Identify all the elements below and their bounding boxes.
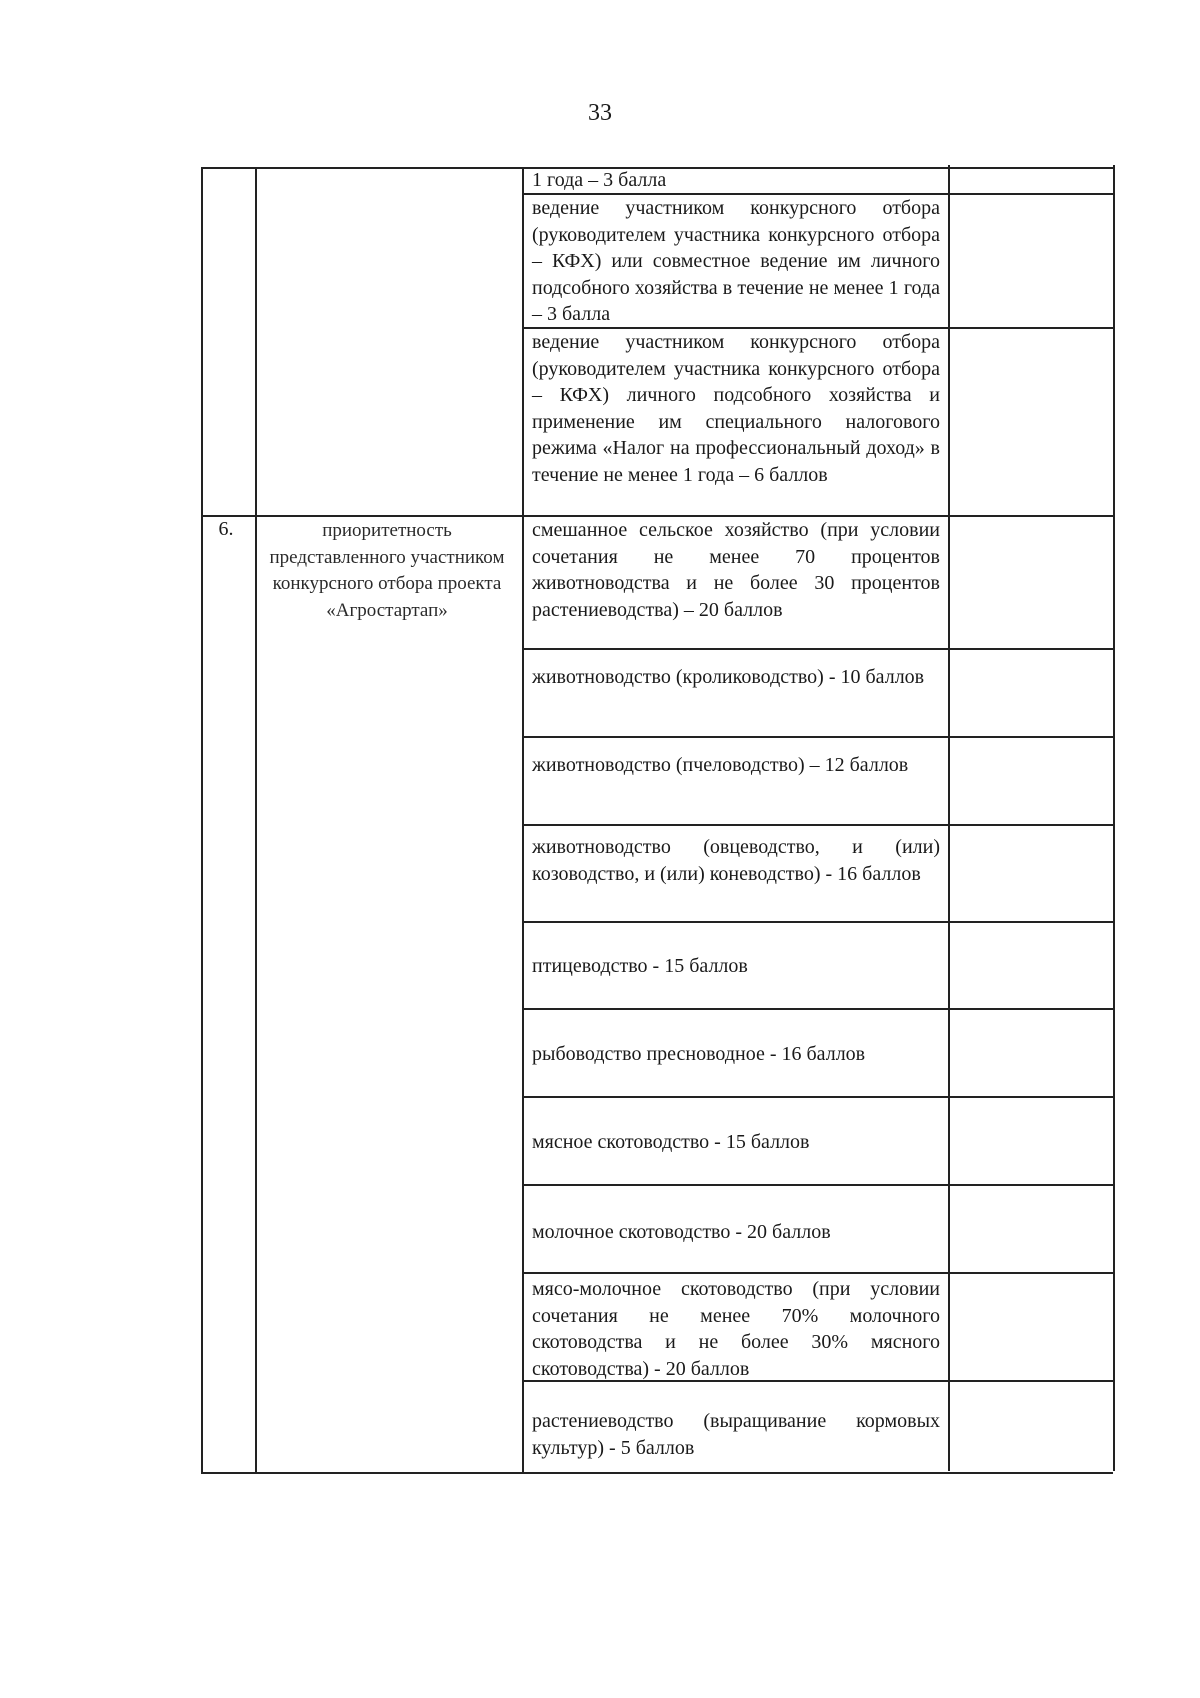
table-cell-option: животноводство (овцеводство, и (или) козоводство, и (или) коневодство) - 16 баллов xyxy=(532,836,940,885)
table-cell-condition: ведение участником конкурсного отбора (руководителем участника конкурсного отбора – КФХ) личного подсобного хозяйства и применение им специального налогового режима «Налог на профессиональный доход» в течение не менее 1 года – 6 баллов xyxy=(532,331,940,486)
table-cell-option: смешанное сельское хозяйство (при условии сочетания не менее 70 процентов животноводства и не более 30 процентов растениеводства) – 20 баллов xyxy=(532,519,940,621)
row-divider xyxy=(522,736,1113,738)
table-cell-option: мясное скотоводство - 15 баллов xyxy=(532,1131,810,1153)
table-column-divider xyxy=(255,168,257,1474)
table-column-divider xyxy=(522,168,524,1474)
table-cell-option: растениеводство (выращивание кормовых культур) - 5 баллов xyxy=(532,1410,940,1459)
row-divider xyxy=(522,824,1113,826)
table-border-right xyxy=(1113,165,1115,1471)
row-divider xyxy=(522,1096,1113,1098)
criterion-name: приоритетность представленного участником конкурсного отбора проекта «Агростартап» xyxy=(269,520,505,621)
row-divider xyxy=(522,1272,1113,1274)
table-border-bottom xyxy=(201,1472,1113,1474)
row-divider xyxy=(522,648,1113,650)
row-divider xyxy=(522,921,1113,923)
row-number: 6. xyxy=(218,518,234,540)
table-cell-condition: ведение участником конкурсного отбора (руководителем участника конкурсного отбора – КФХ) или совместное ведение им личного подсобного хозяйства в течение не менее 1 года – 3 балла xyxy=(532,197,940,326)
table-cell-option: животноводство (кролиководство) - 10 баллов xyxy=(532,666,925,688)
page-number: 33 xyxy=(588,100,612,126)
table-cell-option: животноводство (пчеловодство) – 12 баллов xyxy=(532,754,909,776)
table-cell-option: рыбоводство пресноводное - 16 баллов xyxy=(532,1043,866,1065)
table-cell-condition: 1 года – 3 балла xyxy=(532,169,667,191)
row-divider xyxy=(522,1008,1113,1010)
row-divider xyxy=(522,1184,1113,1186)
table-cell-option: молочное скотоводство - 20 баллов xyxy=(532,1221,831,1243)
table-cell-option: мясо-молочное скотоводство (при условии сочетания не менее 70% молочного скотоводства и не более 30% мясного скотоводства) - 20 баллов xyxy=(532,1278,940,1380)
table-column-divider xyxy=(948,165,950,1471)
table-border-left xyxy=(201,168,203,1474)
table-cell-option: птицеводство - 15 баллов xyxy=(532,955,748,977)
